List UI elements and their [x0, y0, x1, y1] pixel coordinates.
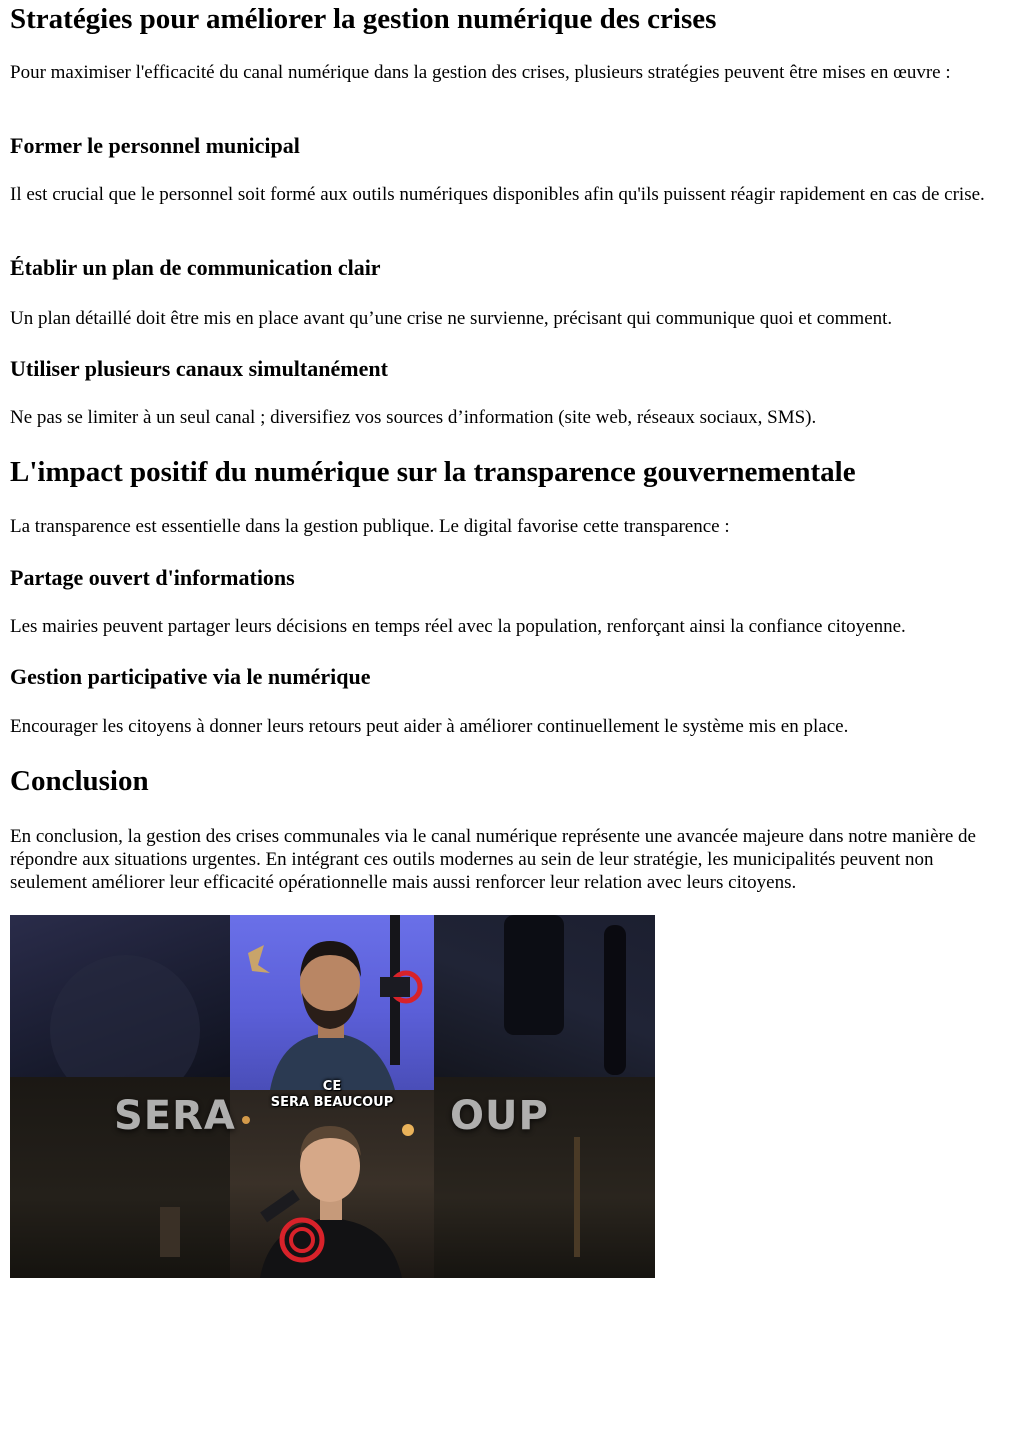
thumbnail-panel-speaker-bottom — [230, 1090, 434, 1278]
subheading-partage-ouvert: Partage ouvert d'informations — [10, 565, 295, 590]
caption-line-2: SERA BEAUCOUP — [270, 1095, 394, 1110]
paragraph-former-personnel: Il est crucial que le personnel soit formé aux outils numériques disponibles afin qu'ils puissent réagir rapidement en cas de crise. — [10, 184, 985, 205]
caption-line-1: CE — [322, 1079, 342, 1094]
subheading-gestion-participative: Gestion participative via le numérique — [10, 664, 371, 689]
thumbnail-panel-top-left — [10, 915, 230, 1077]
paragraph-partage-ouvert: Les mairies peuvent partager leurs décisions en temps réel avec la population, renforçant ainsi la confiance citoyenne. — [10, 616, 906, 637]
speaker-top-illustration — [230, 915, 434, 1090]
speaker-bottom-illustration — [230, 1090, 434, 1278]
paragraph-gestion-participative: Encourager les citoyens à donner leurs retours peut aider à améliorer continuellement le système mis en place. — [10, 716, 849, 737]
subheading-plusieurs-canaux: Utiliser plusieurs canaux simultanément — [10, 356, 388, 381]
subheading-former-personnel: Former le personnel municipal — [10, 133, 300, 158]
heading-conclusion: Conclusion — [10, 765, 149, 797]
subheading-plan-communication: Établir un plan de communication clair — [10, 255, 381, 280]
heading-strategies: Stratégies pour améliorer la gestion numérique des crises — [10, 3, 717, 35]
thumbnail-bg-word-left: SERA — [114, 1093, 236, 1139]
paragraph-strategies-intro: Pour maximiser l'efficacité du canal numérique dans la gestion des crises, plusieurs stratégies peuvent être mises en œuvre : — [10, 62, 951, 83]
paragraph-conclusion: En conclusion, la gestion des crises communales via le canal numérique représente une avancée majeure dans notre manière de répondre aux situations urgentes. En intégrant ces outils modernes au sein de leur stratégie, les municipalités peuvent non seulement améliorer leur efficacité opérationnelle mais aussi renforcer leur relation avec leurs citoyens. — [10, 826, 976, 893]
bird-logo-icon — [248, 945, 270, 973]
thumbnail-panel-top-right — [434, 915, 655, 1077]
thumbnail-bg-word-right: OUP — [450, 1093, 549, 1139]
lamp-icon — [402, 1124, 414, 1136]
paragraph-transparence-intro: La transparence est essentielle dans la gestion publique. Le digital favorise cette transparence : — [10, 516, 730, 537]
video-thumbnail[interactable] — [10, 915, 655, 1278]
thumbnail-caption — [230, 1079, 434, 1111]
paragraph-plusieurs-canaux: Ne pas se limiter à un seul canal ; diversifiez vos sources d’information (site web, réseaux sociaux, SMS). — [10, 407, 817, 428]
thumbnail-panel-speaker-top — [230, 915, 434, 1090]
heading-transparence: L'impact positif du numérique sur la transparence gouvernementale — [10, 456, 856, 488]
paragraph-plan-communication: Un plan détaillé doit être mis en place avant qu’une crise ne survienne, précisant qui communique quoi et comment. — [10, 308, 893, 329]
